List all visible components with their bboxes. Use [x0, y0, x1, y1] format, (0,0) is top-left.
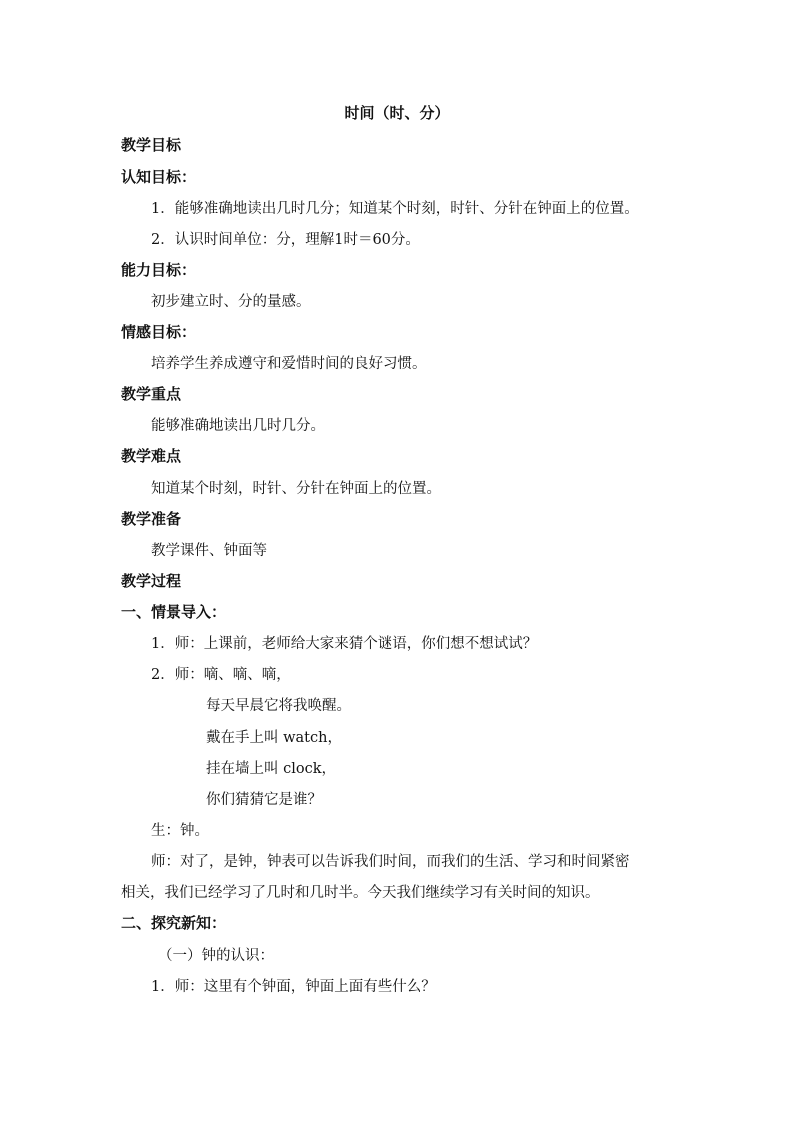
heading-teaching-process: 教学过程: [121, 572, 182, 590]
ability-goal-text: 初步建立时、分的量感。: [151, 294, 311, 310]
key-points-text: 能够准确地读出几时几分。: [151, 418, 325, 434]
difficulties-text: 知道某个时刻，时针、分针在钟面上的位置。: [151, 481, 441, 497]
heading-cognitive-goals: 认知目标：: [121, 168, 197, 186]
heading-teaching-goals: 教学目标: [121, 136, 182, 154]
heading-section-1: 一、情景导入：: [121, 603, 227, 621]
riddle-line-2: 戴在手上叫 watch，: [206, 730, 342, 746]
heading-section-2: 二、探究新知：: [121, 914, 227, 932]
section1-question-1: 1．师：上课前，老师给大家来猜个谜语，你们想不想试试？: [151, 636, 538, 652]
heading-key-points: 教学重点: [121, 385, 182, 403]
heading-ability-goals: 能力目标：: [121, 261, 197, 279]
document-title: 时间（时、分）: [344, 104, 450, 122]
cognitive-goal-2: 2．认识时间单位：分，理解1时＝60分。: [151, 232, 420, 248]
heading-preparation: 教学准备: [121, 510, 182, 528]
cognitive-goal-1: 1．能够准确地读出几时几分；知道某个时刻，时针、分针在钟面上的位置。: [151, 201, 639, 217]
section1-question-2: 2．师：嘀、嘀、嘀，: [151, 667, 291, 683]
preparation-text: 教学课件、钟面等: [151, 543, 267, 559]
heading-emotion-goals: 情感目标：: [121, 323, 197, 341]
teacher-remark-line-1: 师：对了，是钟，钟表可以告诉我们时间，而我们的生活、学习和时间紧密: [151, 854, 630, 870]
emotion-goal-text: 培养学生养成遵守和爱惜时间的良好习惯。: [151, 356, 427, 372]
section2-question-1: 1．师：这里有个钟面，钟面上面有些什么？: [151, 979, 436, 995]
riddle-line-1: 每天早晨它将我唤醒。: [206, 698, 351, 714]
heading-difficulties: 教学难点: [121, 447, 182, 465]
section2-subheading: （一）钟的认识：: [158, 948, 274, 964]
teacher-remark-line-2: 相关，我们已经学习了几时和几时半。今天我们继续学习有关时间的知识。: [121, 885, 600, 901]
riddle-line-3: 挂在墙上叫 clock，: [206, 761, 337, 777]
student-answer: 生：钟。: [151, 823, 209, 839]
riddle-line-4: 你们猜猜它是谁？: [206, 792, 322, 808]
